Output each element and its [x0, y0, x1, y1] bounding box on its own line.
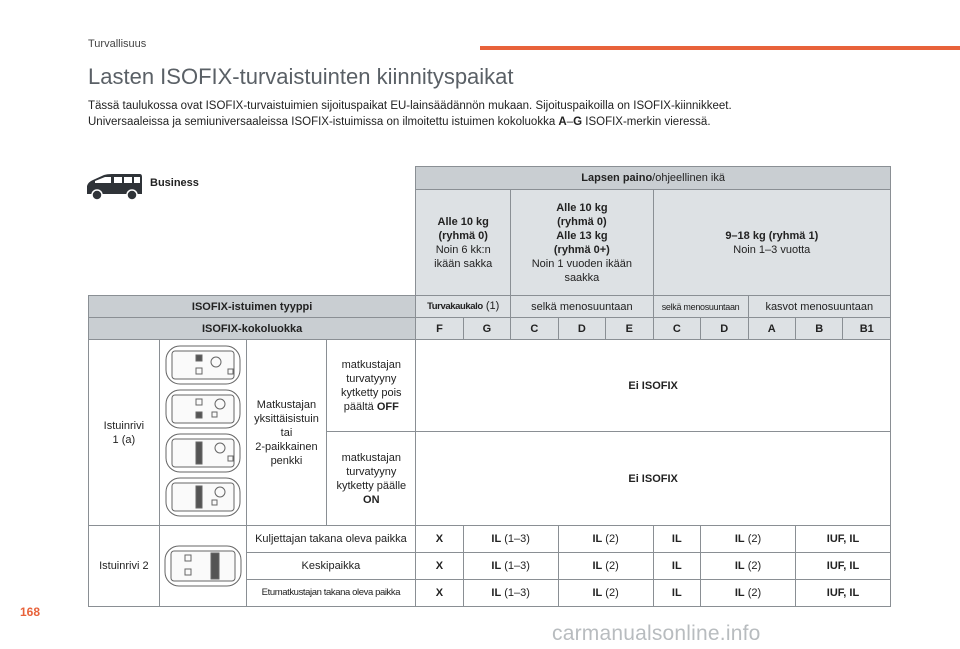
il-label: IL: [491, 560, 502, 572]
group0plus-line-2: (ryhmä 0): [557, 215, 607, 228]
il-note: (1–3): [501, 560, 530, 572]
row2-seat-diagram: [159, 526, 246, 607]
group1-header: [653, 190, 890, 296]
ei-isofix-off: Ei ISOFIX: [416, 340, 891, 432]
cell-iuf-il: IUF, IL: [795, 580, 890, 607]
group1-line-1: 9–18 kg (ryhmä 1): [725, 229, 819, 242]
cell-x: X: [416, 526, 463, 553]
cell-il-1-3: [463, 553, 558, 580]
row1-seat-line-2: yksittäisistuin: [254, 412, 319, 425]
row1-seat-diagrams: [159, 340, 246, 526]
intro-dash: –: [566, 116, 574, 128]
row1-seat-type: [246, 340, 327, 526]
business-label: Business: [150, 177, 199, 189]
airbag-off-status: OFF: [376, 400, 399, 413]
ei-isofix-on: Ei ISOFIX: [416, 432, 891, 526]
page-number: 168: [20, 605, 41, 619]
class-cell: E: [606, 318, 653, 340]
group0plus-line-1: Alle 10 kg: [556, 201, 608, 214]
airbag-on-line-3: kytketty päälle: [336, 479, 407, 492]
type-carrycot-bold: Turvakaukalo: [427, 301, 483, 312]
row1-seat-line-4: 2-paikkainen: [255, 440, 318, 453]
group0-line-3: Noin 6 kk:n: [435, 243, 491, 256]
isofix-table: [88, 166, 891, 607]
group1-line-2: Noin 1–3 vuotta: [733, 243, 811, 256]
class-cell: C: [511, 318, 558, 340]
cell-il-2: [558, 526, 653, 553]
row2-position: Kuljettajan takana oleva paikka: [246, 526, 416, 553]
airbag-on-status: ON: [363, 493, 380, 506]
intro-line-1: Tässä taulukossa ovat ISOFIX-turvaistuimien sijoituspaikat EU-lainsäädännön mukaan. Sijoituspaikoilla on ISOFIX-kiinnikkeet.: [88, 100, 732, 112]
cell-il: IL: [653, 526, 700, 553]
section-title: Turvallisuus: [88, 38, 147, 50]
rear-seat-diagram-icon: [163, 541, 243, 591]
airbag-on-line-2: turvatyyny: [346, 465, 397, 478]
il-label: IL: [592, 587, 603, 599]
intro-line-2: [88, 114, 878, 130]
type-carrycot: [416, 296, 511, 318]
row1-label: [89, 340, 160, 526]
il-label: IL: [491, 587, 502, 599]
il-label: IL: [592, 560, 603, 572]
class-cell: G: [463, 318, 510, 340]
row2-position: Keskipaikka: [246, 553, 416, 580]
intro-text: [88, 98, 878, 130]
row2-position: Etumatkustajan takana oleva paikka: [246, 580, 416, 607]
il-note: (1–3): [501, 587, 530, 599]
type-rearward-2: selkä menosuuntaan: [653, 296, 748, 318]
group0plus-line-4: (ryhmä 0+): [553, 243, 610, 256]
type-forward: kasvot menosuuntaan: [748, 296, 890, 318]
class-cell: D: [558, 318, 605, 340]
il-note: (2): [744, 560, 762, 572]
airbag-on-cell: [327, 432, 416, 526]
class-cell: B1: [843, 318, 891, 340]
airbag-on-line-1: matkustajan: [341, 451, 401, 464]
type-carrycot-note: (1): [482, 300, 500, 312]
airbag-off-line-3: kytketty pois: [341, 386, 402, 399]
cell-il-2b: [701, 553, 796, 580]
il-label: IL: [491, 533, 502, 545]
airbag-off-line-4: [329, 400, 413, 414]
class-cell: A: [748, 318, 795, 340]
group0plus-header: [511, 190, 653, 296]
intro-line-2-text: Universaaleissa ja semiuniversaaleissa ISOFIX-istuimissa on ilmoitettu istuimen kokoluokka: [88, 116, 559, 128]
class-cell: B: [795, 318, 842, 340]
il-label: IL: [592, 533, 603, 545]
section-accent-bar: [480, 46, 960, 50]
cell-il-2: [558, 553, 653, 580]
intro-class-g: G: [573, 116, 583, 128]
il-note: (2): [602, 533, 619, 545]
il-label: IL: [734, 587, 745, 599]
group0-line-2: (ryhmä 0): [438, 229, 488, 242]
airbag-off-cell: [327, 340, 416, 432]
group0plus-line-3: Alle 13 kg: [556, 229, 608, 242]
cell-il: IL: [653, 553, 700, 580]
il-note: (2): [744, 533, 762, 545]
type-rearward-1: selkä menosuuntaan: [511, 296, 653, 318]
van-icon: [84, 172, 144, 204]
cell-il-1-3: [463, 580, 558, 607]
page-title: Lasten ISOFIX-turvaistuinten kiinnityspaikat: [88, 64, 514, 89]
row1-seat-line-1: Matkustajan: [256, 398, 317, 411]
cell-il: IL: [653, 580, 700, 607]
car-seat-diagram-icon: [164, 344, 242, 522]
watermark: carmanualsonline.info: [552, 622, 761, 645]
group0plus-line-6: saakka: [564, 271, 600, 284]
isofix-class-label: ISOFIX-kokoluokka: [89, 318, 416, 340]
group0plus-line-5: Noin 1 vuoden ikään: [531, 257, 633, 270]
il-label: IL: [734, 560, 745, 572]
il-note: (2): [602, 560, 619, 572]
cell-il-2b: [701, 580, 796, 607]
il-note: (2): [602, 587, 619, 599]
cell-il-2: [558, 580, 653, 607]
airbag-off-text: päältä: [343, 400, 377, 413]
cell-iuf-il: IUF, IL: [795, 553, 890, 580]
group0-line-1: Alle 10 kg: [437, 215, 489, 228]
weight-header-bold: Lapsen paino: [581, 172, 653, 184]
row1-seat-line-5: penkki: [270, 454, 303, 467]
row1-label-line-1: Istuinrivi: [103, 419, 145, 432]
class-cell: D: [701, 318, 748, 340]
group0-header: [416, 190, 511, 296]
cell-il-2b: [701, 526, 796, 553]
weight-header: [416, 167, 891, 190]
isofix-type-label: ISOFIX-istuimen tyyppi: [89, 296, 416, 318]
cell-x: X: [416, 553, 463, 580]
airbag-off-line-2: turvatyyny: [346, 372, 397, 385]
row1-label-line-2: 1 (a): [112, 433, 136, 446]
intro-line-2-end: ISOFIX-merkin vieressä.: [582, 116, 711, 128]
row2-label: Istuinrivi 2: [89, 526, 160, 607]
weight-header-rest: /ohjeellinen ikä: [652, 172, 725, 184]
airbag-off-line-1: matkustajan: [341, 358, 401, 371]
cell-il-1-3: [463, 526, 558, 553]
il-note: (2): [744, 587, 762, 599]
class-cell: F: [416, 318, 463, 340]
il-label: IL: [734, 533, 745, 545]
intro-class-a: A: [558, 116, 567, 128]
class-cell: C: [653, 318, 700, 340]
il-note: (1–3): [501, 533, 530, 545]
group0-line-4: ikään sakka: [434, 257, 493, 270]
cell-x: X: [416, 580, 463, 607]
cell-iuf-il: IUF, IL: [795, 526, 890, 553]
row1-seat-line-3: tai: [280, 426, 293, 439]
